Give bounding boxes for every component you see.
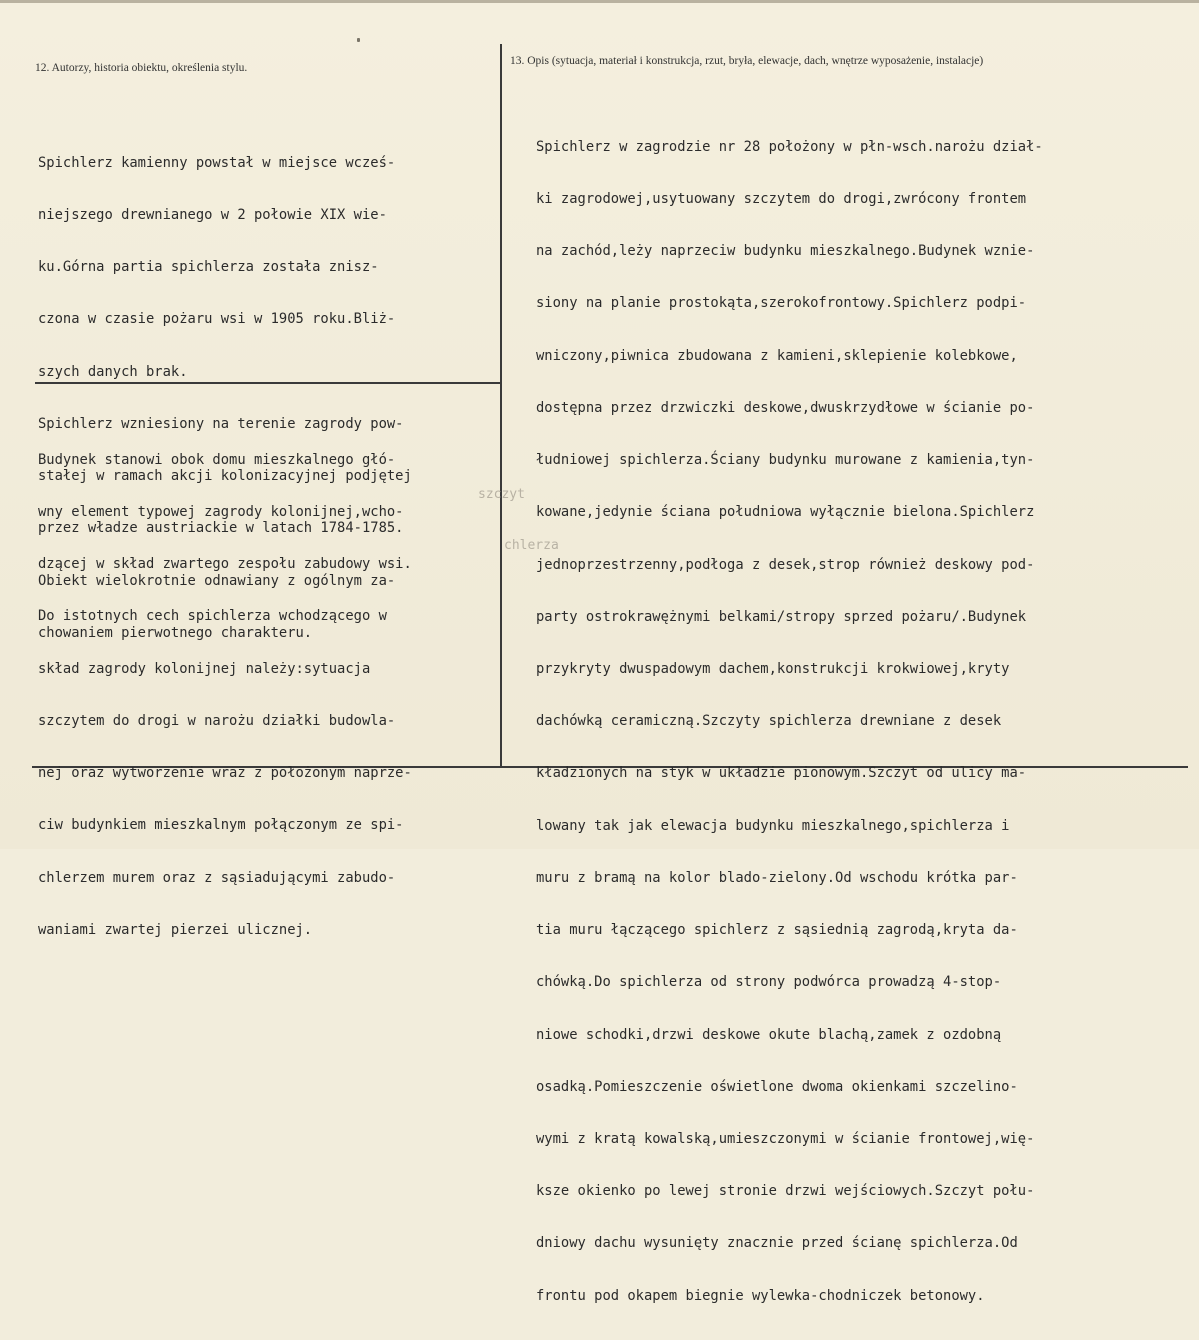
history-line: Spichlerz wzniesiony na terenie zagrody pow-: [38, 415, 404, 432]
description-line: ksze okienko po lewej stronie drzwi wejściowych.Szczyt połu-: [536, 1183, 1035, 1200]
description-line: lowany tak jak elewacja budynku mieszkalnego,spichlerza i: [536, 817, 1010, 834]
typology-line: skład zagrody kolonijnej należy:sytuacja: [38, 660, 371, 677]
typology-line: Do istotnych cech spichlerza wchodzącego w: [38, 608, 387, 625]
history-line: przez władze austriackie w latach 1784-1785.: [38, 520, 404, 537]
history-line: chowaniem pierwotnego charakteru.: [38, 624, 313, 641]
typology-line: ciw budynkiem mieszkalnym połączonym ze spi-: [38, 817, 404, 834]
description-line: przykryty dwuspadowym dachem,konstrukcji krokwiowej,kryty: [536, 661, 1010, 677]
description-line: osadką.Pomieszczenie oświetlone dwoma okienkami szczelino-: [536, 1078, 1018, 1095]
description-line: łudniowej spichlerza.Ściany budynku murowane z kamienia,tyn-: [536, 452, 1035, 469]
description-line: tia muru łączącego spichlerz z sąsiednią zagrodą,kryta da-: [536, 922, 1018, 939]
description-line: ki zagrodowej,usytuowany szczytem do drogi,zwrócony frontem: [536, 191, 1027, 208]
typology-line: waniami zwartej pierzei ulicznej.: [38, 921, 313, 938]
description-line: frontu pod okapem biegnie wylewka-chodniczek betonowy.: [536, 1287, 985, 1304]
description-line: party ostrokrawężnymi belkami/stropy sprzed pożaru/.Budynek: [536, 608, 1027, 625]
description-text-block: [536, 104, 1043, 1340]
history-line: Spichlerz kamienny powstał w miejsce wcześ-: [38, 154, 396, 171]
typology-line: chlerzem murem oraz z sąsiadującymi zabudo-: [38, 869, 396, 886]
section-12-header: 12. Autorzy, historia obiektu, określenia stylu.: [35, 62, 248, 74]
description-line: dachówką ceramiczną.Szczyty spichlerza drewniane z desek: [536, 713, 1002, 730]
description-line: muru z bramą na kolor blado-zielony.Od wschodu krótka par-: [536, 869, 1018, 886]
section-13-header: 13. Opis (sytuacja, materiał i konstrukcja, rzut, bryła, elewacje, dach, wnętrze wyposażenie, instalacje): [510, 55, 984, 67]
typology-line: dzącej w skład zwartego zespołu zabudowy wsi.: [38, 556, 412, 573]
description-line: wniczony,piwnica zbudowana z kamieni,sklepienie kolebkowe,: [536, 347, 1018, 364]
description-line: wymi z kratą kowalską,umieszczonymi w ścianie frontowej,wię-: [536, 1130, 1035, 1147]
typology-line: nej oraz wytworzenie wraz z położonym naprze-: [38, 765, 412, 782]
typology-line: wny element typowej zagrody kolonijnej,wcho-: [38, 504, 404, 521]
description-line: dostępna przez drzwiczki deskowe,dwuskrzydłowe w ścianie po-: [536, 399, 1035, 416]
faint-typed-mark: szczyt: [478, 487, 525, 502]
description-line: chówką.Do spichlerza od strony podwórca prowadzą 4-stop-: [536, 974, 1002, 991]
description-line: kładzionych na styk w układzie pionowym.Szczyt od ulicy ma-: [536, 765, 1027, 782]
history-line: niejszego drewnianego w 2 połowie XIX wie-: [38, 207, 387, 224]
history-line: szych danych brak.: [38, 363, 188, 380]
description-line: niowe schodki,drzwi deskowe okute blachą,zamek z ozdobną: [536, 1026, 1002, 1043]
history-line: stałej w ramach akcji kolonizacyjnej podjętej: [38, 468, 412, 485]
card-top-edge: [0, 0, 1199, 3]
faint-typed-mark: chlerza: [504, 538, 559, 553]
history-line: Obiekt wielokrotnie odnawiany z ogólnym za-: [38, 572, 396, 589]
description-line: dniowy dachu wysunięty znacznie przed ścianę spichlerza.Od: [536, 1235, 1018, 1252]
typology-line: Budynek stanowi obok domu mieszkalnego głó-: [38, 451, 396, 468]
description-line: Spichlerz w zagrodzie nr 28 położony w płn-wsch.narożu dział-: [536, 138, 1043, 155]
description-line: kowane,jedynie ściana południowa wyłącznie bielona.Spichlerz: [536, 504, 1035, 521]
description-line: na zachód,leży naprzeciw budynku mieszkalnego.Budynek wznie-: [536, 243, 1035, 260]
ink-speck: [357, 38, 360, 42]
typology-line: szczytem do drogi w narożu działki budowla-: [38, 712, 396, 729]
history-line: ku.Górna partia spichlerza została znisz-: [38, 259, 379, 276]
column-divider: [500, 44, 502, 766]
history-line: czona w czasie pożaru wsi w 1905 roku.Bliż-: [38, 311, 396, 328]
description-line: jednoprzestrzenny,podłoga z desek,strop również deskowy pod-: [536, 556, 1035, 573]
description-line: siony na planie prostokąta,szerokofrontowy.Spichlerz podpi-: [536, 295, 1027, 312]
typology-text-block: [38, 417, 412, 974]
